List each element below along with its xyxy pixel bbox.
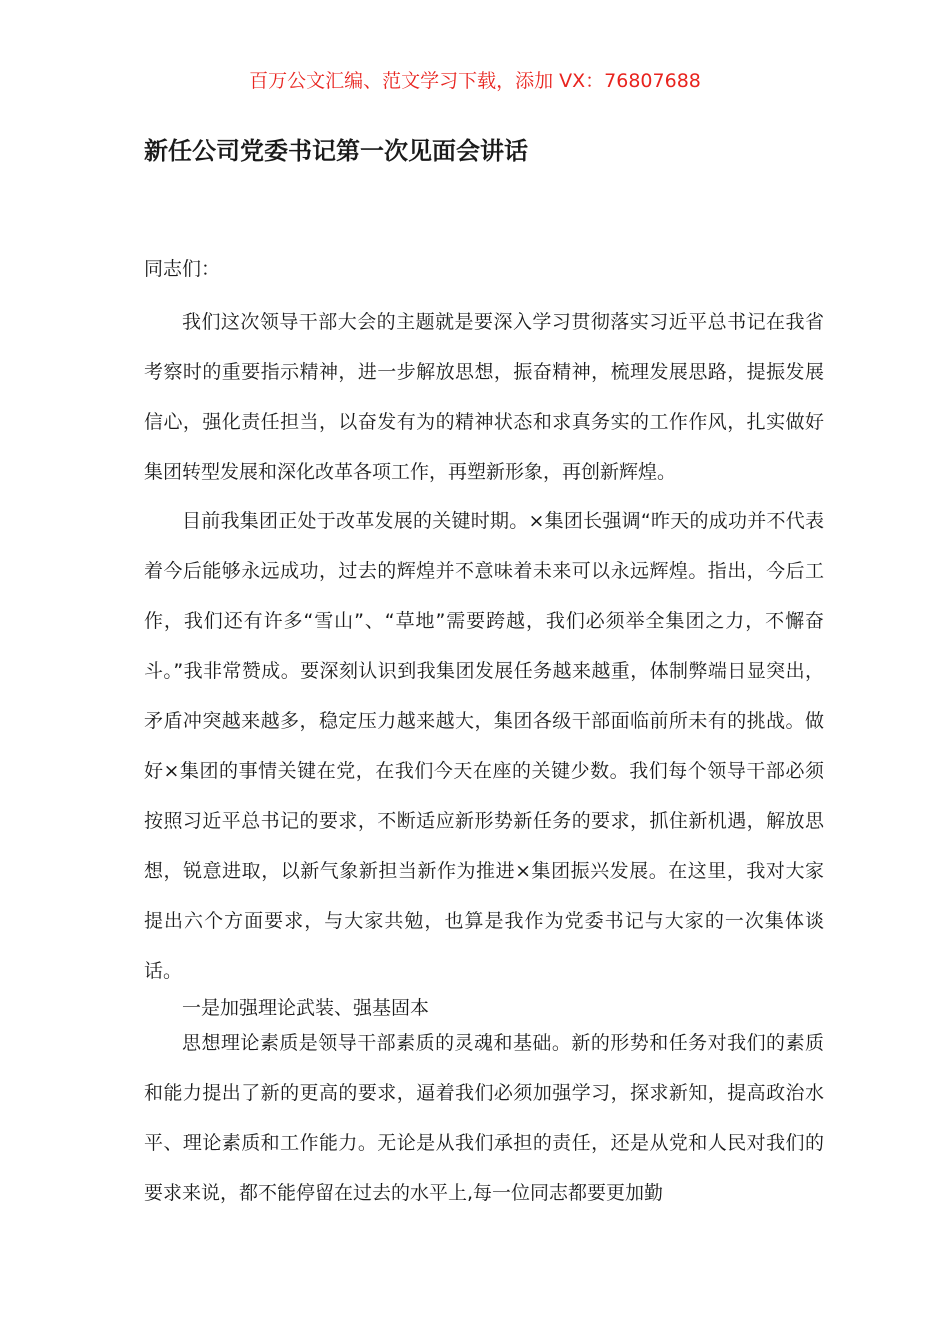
salutation: 同志们： (144, 258, 221, 280)
body-paragraph: 目前我集团正处于改革发展的关键时期。×集团长强调“昨天的成功并不代表着今后能够永远成功，过去的辉煌并不意味着未来可以永远辉煌。指出，今后工作，我们还有许多“雪山”、“草地”需要跨越，我们必须举全集团之力，不懈奋斗。”我非常赞成。要深刻认识到我集团发展任务越来越重，体制弊端日显突出，矛盾冲突越来越多，稳定压力越来越大，集团各级干部面临前所未有的挑战。做好×集团的事情关键在党，在我们今天在座的关键少数。我们每个领导干部必须按照习近平总书记的要求，不断适应新形势新任务的要求，抓住新机遇，解放思想，锐意进取，以新气象新担当新作为推进×集团振兴发展。在这里，我对大家提出六个方面要求，与大家共勉，也算是我作为党委书记与大家的一次集体谈话。 (144, 510, 824, 982)
section-heading: 一是加强理论武装、强基固本 (182, 997, 430, 1019)
document-title: 新任公司党委书记第一次见面会讲话 (144, 136, 528, 165)
watermark-banner: 百万公文汇编、范文学习下载，添加 VX：76807688 (249, 70, 701, 92)
body-paragraph: 我们这次领导干部大会的主题就是要深入学习贯彻落实习近平总书记在我省考察时的重要指示精神，进一步解放思想，振奋精神，梳理发展思路，提振发展信心，强化责任担当，以奋发有为的精神状态和求真务实的工作作风，扎实做好集团转型发展和深化改革各项工作，再塑新形象，再创新辉煌。 (144, 311, 824, 483)
section-paragraph: 思想理论素质是领导干部素质的灵魂和基础。新的形势和任务对我们的素质和能力提出了新的更高的要求，逼着我们必须加强学习，探求新知，提高政治水平、理论素质和工作能力。无论是从我们承担的责任，还是从党和人民对我们的要求来说，都不能停留在过去的水平上,每一位同志都要更加勤 (144, 1032, 824, 1204)
